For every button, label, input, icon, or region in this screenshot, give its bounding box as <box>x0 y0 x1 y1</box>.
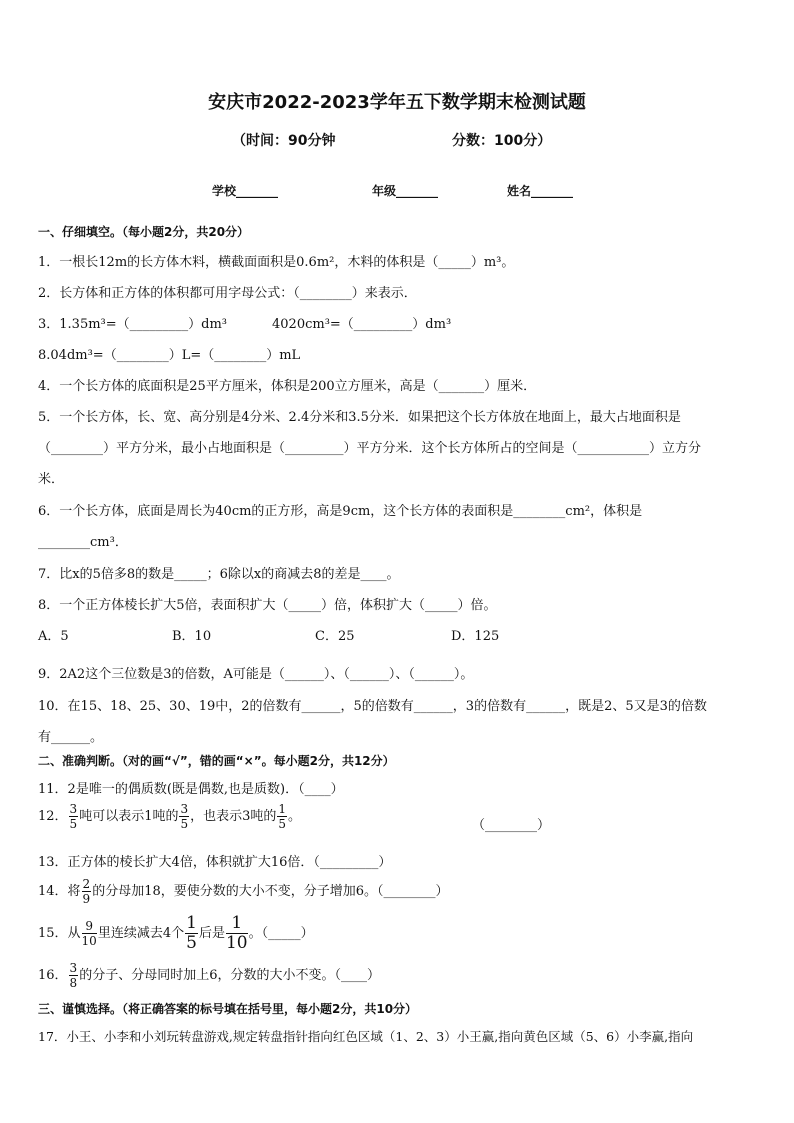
fraction-1-5: $\frac{1}{5}$ <box>278 802 287 831</box>
fraction-9-10: $\frac{9}{10}$ <box>81 919 97 948</box>
question-8: 8．一个正方体棱长扩大5倍，表面积扩大（_____）倍，体积扩大（_____）倍。 <box>38 598 497 613</box>
question-6-line1: 6．一个长方体，底面是周长为40cm的正方形，高是9cm，这个长方体的表面积是________cm²，体积是 <box>38 504 643 519</box>
fraction-2-9: $\frac{2}{9}$ <box>82 877 91 906</box>
exam-score: 分数：100分） <box>452 133 552 149</box>
option-a: A．5 <box>38 629 69 644</box>
q12-text2: ，也表示3吨的 <box>190 809 277 824</box>
question-10-line2: 有______。 <box>38 730 104 745</box>
question-5-line2: （________）平方分米，最小占地面积是（_________）平方分米．这个长方体所占的空间是（___________）立方分 <box>38 441 702 456</box>
fraction-3-5-b: $\frac{3}{5}$ <box>180 802 189 831</box>
q12-text1: 吨可以表示1吨的 <box>79 809 179 824</box>
q12-end: 。 <box>288 809 302 824</box>
page-title: 安庆市2022-2023学年五下数学期末检测试题 <box>208 92 586 113</box>
q14-prefix: 14．将 <box>38 884 81 899</box>
fraction-1-5-large: $\frac{1}{5}$ <box>186 913 197 953</box>
q12-answer-blank: （________） <box>472 818 551 833</box>
exam-time: （时间：90分钟 <box>232 133 336 149</box>
question-15 <box>38 915 314 952</box>
school-field: 学校_______ <box>212 184 279 198</box>
fraction-1-10-large: $\frac{1}{10}$ <box>225 913 248 953</box>
question-10-line1: 10．在15、18、25、30、19中，2的倍数有______，5的倍数有______，3的倍数有______，既是2、5又是3的倍数 <box>38 699 707 714</box>
q16-text: 的分子、分母同时加上6，分数的大小不变。（____） <box>79 968 380 983</box>
question-9: 9．2A2这个三位数是3的倍数，A可能是（______）、（______）、（______）。 <box>38 667 474 682</box>
option-d: D．125 <box>451 629 500 644</box>
q12-prefix: 12． <box>38 809 68 824</box>
option-c: C．25 <box>315 629 355 644</box>
question-3b: 4020cm³=（_________）dm³ <box>272 317 452 332</box>
question-5-line3: 米． <box>38 472 65 487</box>
question-17: 17．小王、小李和小刘玩转盘游戏,规定转盘指针指向红色区域（1、2、3）小王赢,指向黄色区域（5、6）小李赢,指向 <box>38 1029 694 1044</box>
question-6-line2: ________cm³． <box>38 535 128 550</box>
question-11: 11．2是唯一的偶质数(既是偶数,也是质数)．（____） <box>38 782 344 797</box>
section-heading-judge: 二、准确判断。（对的画“√”，错的画“×”。每小题2分，共12分） <box>38 754 395 768</box>
q15-text2: 后是 <box>198 926 225 941</box>
question-5-line1: 5．一个长方体，长、宽、高分别是4分米、2.4分米和3.5分米．如果把这个长方体放在地面上，最大占地面积是 <box>38 410 681 425</box>
section-heading-fill: 一、仔细填空。（每小题2分，共20分） <box>38 225 250 239</box>
q16-prefix: 16． <box>38 968 68 983</box>
fraction-3-8: $\frac{3}{8}$ <box>69 961 78 990</box>
q15-prefix: 15．从 <box>38 926 81 941</box>
option-b: B．10 <box>172 629 212 644</box>
question-12 <box>38 803 301 830</box>
q14-text: 的分母加18，要使分数的大小不变，分子增加6。（________） <box>92 884 449 899</box>
q15-text1: 里连续减去4个 <box>97 926 185 941</box>
question-16 <box>38 962 380 989</box>
question-13: 13．正方体的棱长扩大4倍，体积就扩大16倍．（_________） <box>38 855 392 870</box>
section-heading-choice: 三、谨慎选择。（将正确答案的标号填在括号里，每小题2分，共10分） <box>38 1002 418 1016</box>
name-field: 姓名_______ <box>507 184 574 198</box>
question-3c: 8.04dm³=（________）L=（________）mL <box>38 348 301 363</box>
grade-field: 年级_______ <box>372 184 439 198</box>
question-1: 1．一根长12m的长方体木料，横截面面积是0.6m²，木料的体积是（_____）m³。 <box>38 255 515 270</box>
question-4: 4．一个长方体的底面积是25平方厘米，体积是200立方厘米，高是（_______）厘米． <box>38 379 537 394</box>
q15-end: 。（_____） <box>248 926 314 941</box>
question-7: 7．比x的5倍多8的数是_____；6除以x的商减去8的差是____。 <box>38 567 400 582</box>
question-2: 2．长方体和正方体的体积都可用字母公式：（________）来表示． <box>38 286 417 301</box>
question-3a: 3．1.35m³=（_________）dm³ <box>38 317 228 332</box>
question-14 <box>38 878 449 905</box>
fraction-3-5: $\frac{3}{5}$ <box>69 802 78 831</box>
